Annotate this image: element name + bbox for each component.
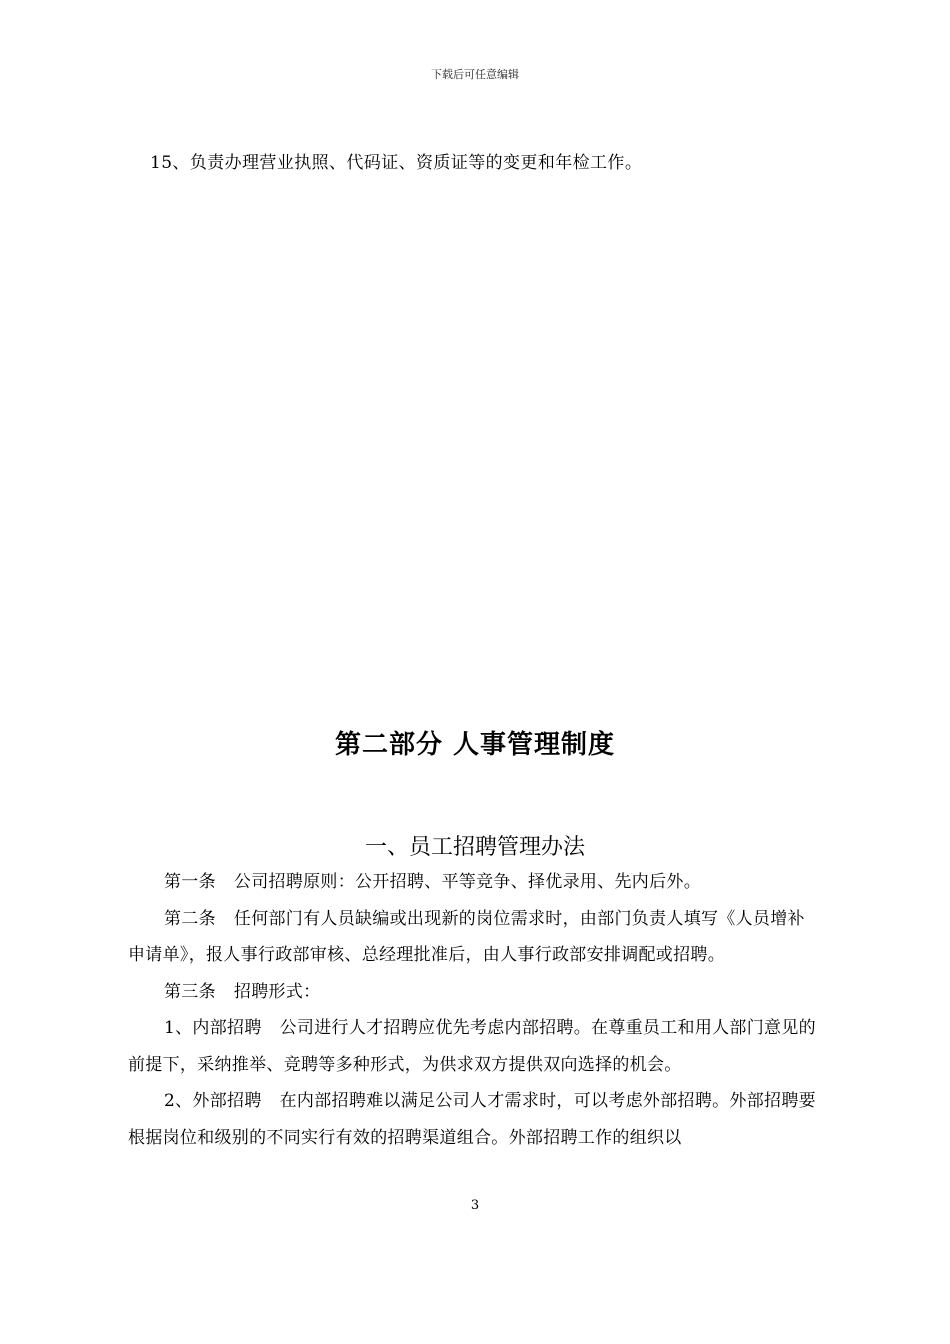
article-label: 第一条 <box>164 872 216 892</box>
page-number: 3 <box>470 1198 480 1213</box>
article-text: 招聘形式： <box>233 981 321 1002</box>
item-text: 在内部招聘难以满足公司人才需求时，可以考虑外部招聘。外部招聘要根据岗位和级别的不同实行有效的招聘渠道组合。外部招聘工作的组织以 <box>128 1091 816 1148</box>
item-internal-recruitment <box>128 1010 822 1083</box>
item-lead: 2、外部招聘 <box>164 1091 262 1111</box>
article-label: 第三条 <box>164 981 216 1002</box>
item-lead: 1、内部招聘 <box>164 1018 262 1038</box>
section-title: 一、员工招聘管理办法 <box>364 835 585 860</box>
list-item-15: 15、负责办理营业执照、代码证、资质证等的变更和年检工作。 <box>150 153 643 173</box>
article-text: 任何部门有人员缺编或出现新的岗位需求时，由部门负责人填写《人员增补申请单》，报人事行政部审核、总经理批准后，由人事行政部安排调配或招聘。 <box>128 908 805 965</box>
page-header: 下载后可任意编辑 <box>431 68 519 81</box>
item-external-recruitment <box>128 1083 822 1156</box>
article-1 <box>128 864 822 901</box>
article-text: 公司招聘原则：公开招聘、平等竞争、择优录用、先内后外。 <box>233 872 702 892</box>
item-text: 公司进行人才招聘应优先考虑内部招聘。在尊重员工和用人部门意见的前提下，采纳推举、竞聘等多种形式，为供求双方提供双向选择的机会。 <box>128 1018 816 1075</box>
article-3 <box>128 974 822 1011</box>
article-label: 第二条 <box>164 908 216 929</box>
body-text <box>128 864 822 1156</box>
part-title: 第二部分 人事管理制度 <box>334 730 616 760</box>
article-2 <box>128 901 822 974</box>
